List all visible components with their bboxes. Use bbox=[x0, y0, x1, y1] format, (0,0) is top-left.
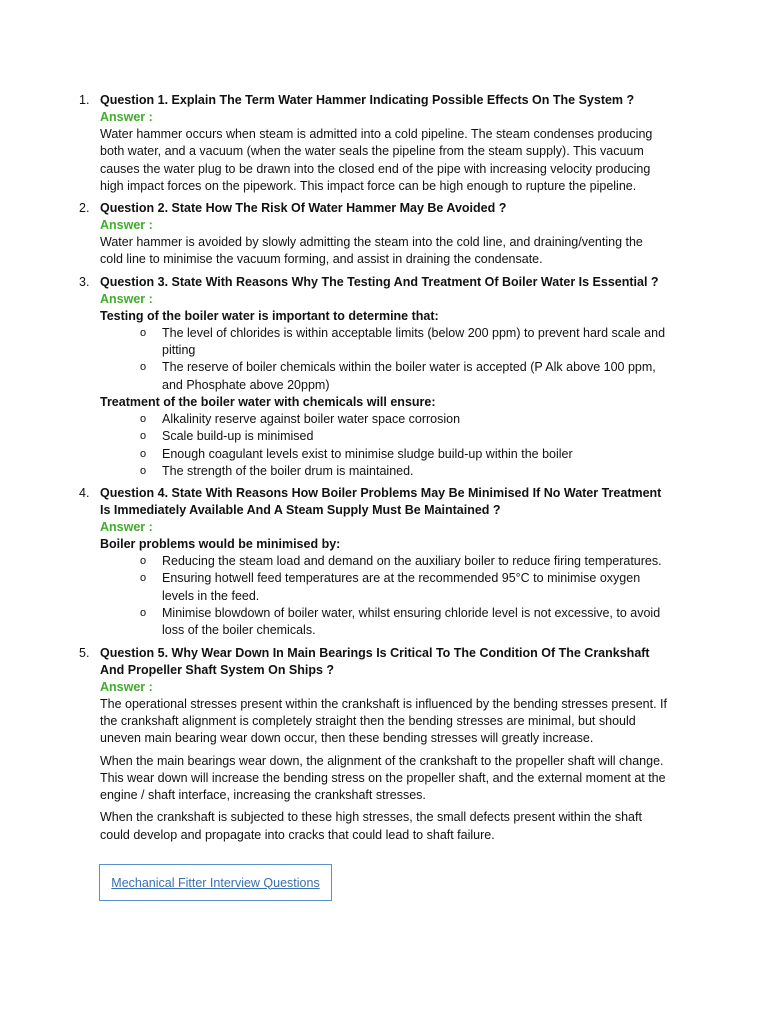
question-number: 5. bbox=[79, 645, 90, 660]
bullet-icon: o bbox=[140, 326, 147, 339]
question-title: Question 5. Why Wear Down In Main Bearings Is Critical To The Condition Of The Crankshaft And Propeller Shaft System On Ships ? bbox=[100, 645, 650, 677]
answer-paragraph: Water hammer is avoided by slowly admitting the steam into the cold line, and draining/venting the cold line to minimise the vacuum forming, and assist in draining the condensate. bbox=[100, 235, 643, 267]
bullet-text: Minimise blowdown of boiler water, whilst ensuring chloride level is not excessive, to avoid loss of the boiler chemicals. bbox=[162, 606, 661, 638]
bullet-text: Reducing the steam load and demand on the auxiliary boiler to reduce firing temperatures. bbox=[162, 554, 662, 569]
question-item-1 bbox=[0, 92, 768, 195]
question-number: 3. bbox=[79, 274, 90, 289]
bullet-item bbox=[100, 463, 668, 480]
bullet-text: Enough coagulant levels exist to minimise sludge build-up within the boiler bbox=[162, 446, 573, 461]
bullet-text: Scale build-up is minimised bbox=[162, 429, 314, 444]
bullet-text: The reserve of boiler chemicals within the boiler water is accepted (P Alk above 100 ppm, and Phosphate above 20ppm) bbox=[162, 360, 656, 392]
question-title: Question 4. State With Reasons How Boiler Problems May Be Minimised If No Water Treatment Is Immediately Available And A Steam Supply Must Be Maintained ? bbox=[100, 486, 662, 518]
bullet-icon: o bbox=[140, 361, 147, 374]
bullet-icon: o bbox=[140, 607, 147, 620]
bullet-text: The strength of the boiler drum is maintained. bbox=[162, 463, 414, 478]
question-item-4 bbox=[0, 485, 768, 639]
answer-label: Answer : bbox=[100, 679, 153, 694]
bullet-icon: o bbox=[140, 412, 147, 425]
question-number: 2. bbox=[79, 201, 90, 216]
answer-label: Answer : bbox=[100, 520, 153, 535]
answer-paragraph: When the crankshaft is subjected to these high stresses, the small defects present within the shaft could develop and propagate into cracks that could lead to shaft failure. bbox=[100, 810, 642, 842]
mechanical-fitter-interview-questions-link[interactable]: Mechanical Fitter Interview Questions bbox=[111, 875, 320, 890]
bullet-item bbox=[100, 553, 668, 570]
bullet-text: Ensuring hotwell feed temperatures are at the recommended 95°C to minimise oxygen levels in the feed. bbox=[162, 571, 641, 603]
bullet-icon: o bbox=[140, 555, 147, 568]
bullet-item bbox=[100, 605, 668, 640]
bullet-text: The level of chlorides is within acceptable limits (below 200 ppm) to prevent hard scale and pitting bbox=[162, 325, 666, 358]
question-title: Question 2. State How The Risk Of Water Hammer May Be Avoided ? bbox=[100, 201, 507, 216]
bullet-text: Alkalinity reserve against boiler water space corrosion bbox=[162, 411, 461, 426]
answer-lead-text: Testing of the boiler water is important to determine that: bbox=[100, 308, 439, 323]
bullet-item bbox=[100, 428, 668, 445]
question-item-2 bbox=[0, 200, 768, 269]
bullet-list bbox=[100, 325, 668, 394]
answer-paragraph: The operational stresses present within the crankshaft is influenced by the bending stresses present. If the crankshaft alignment is completely straight then the bending stresses are minimal, but should uneven main bearing wear down occur, then these bending stresses will greatly increase. bbox=[100, 696, 667, 746]
answer-label: Answer : bbox=[100, 218, 153, 233]
answer-label: Answer : bbox=[100, 291, 153, 306]
question-title: Question 1. Explain The Term Water Hammer Indicating Possible Effects On The System ? bbox=[100, 93, 635, 107]
bullet-icon: o bbox=[140, 430, 147, 443]
bullet-icon: o bbox=[140, 572, 147, 585]
bullet-item bbox=[100, 411, 668, 428]
answer-paragraph: Water hammer occurs when steam is admitted into a cold pipeline. The steam condenses producing both water, and a vacuum (when the water seals the pipeline from the steam supply). This vacuum causes the water plug to be drawn into the closed end of the pipe with increasing velocity producing high impact forces on the pipework. This impact force can be high enough to rupture the pipeline. bbox=[100, 127, 653, 193]
related-link-box bbox=[99, 864, 332, 901]
bullet-list bbox=[100, 411, 668, 480]
bullet-item bbox=[100, 325, 668, 360]
bullet-icon: o bbox=[140, 464, 147, 477]
bullet-item bbox=[100, 446, 668, 463]
question-item-5 bbox=[0, 645, 768, 844]
bullet-list bbox=[100, 553, 668, 639]
answer-lead-text: Treatment of the boiler water with chemicals will ensure: bbox=[100, 394, 436, 409]
question-number: 4. bbox=[79, 486, 90, 501]
answer-label: Answer : bbox=[100, 110, 153, 124]
question-item-3 bbox=[0, 274, 768, 480]
question-title: Question 3. State With Reasons Why The Testing And Treatment Of Boiler Water Is Essential ? bbox=[100, 274, 659, 289]
answer-lead-text: Boiler problems would be minimised by: bbox=[100, 537, 341, 552]
answer-paragraph: When the main bearings wear down, the alignment of the crankshaft to the propeller shaft will change. This wear down will increase the bending stress on the propeller shaft, and the external moment at the engine / shaft interface, increasing the crankshaft stresses. bbox=[100, 753, 666, 803]
document-body bbox=[0, 92, 768, 844]
bullet-item bbox=[100, 359, 668, 394]
bullet-icon: o bbox=[140, 447, 147, 460]
question-number: 1. bbox=[79, 93, 90, 107]
bullet-item bbox=[100, 570, 668, 605]
